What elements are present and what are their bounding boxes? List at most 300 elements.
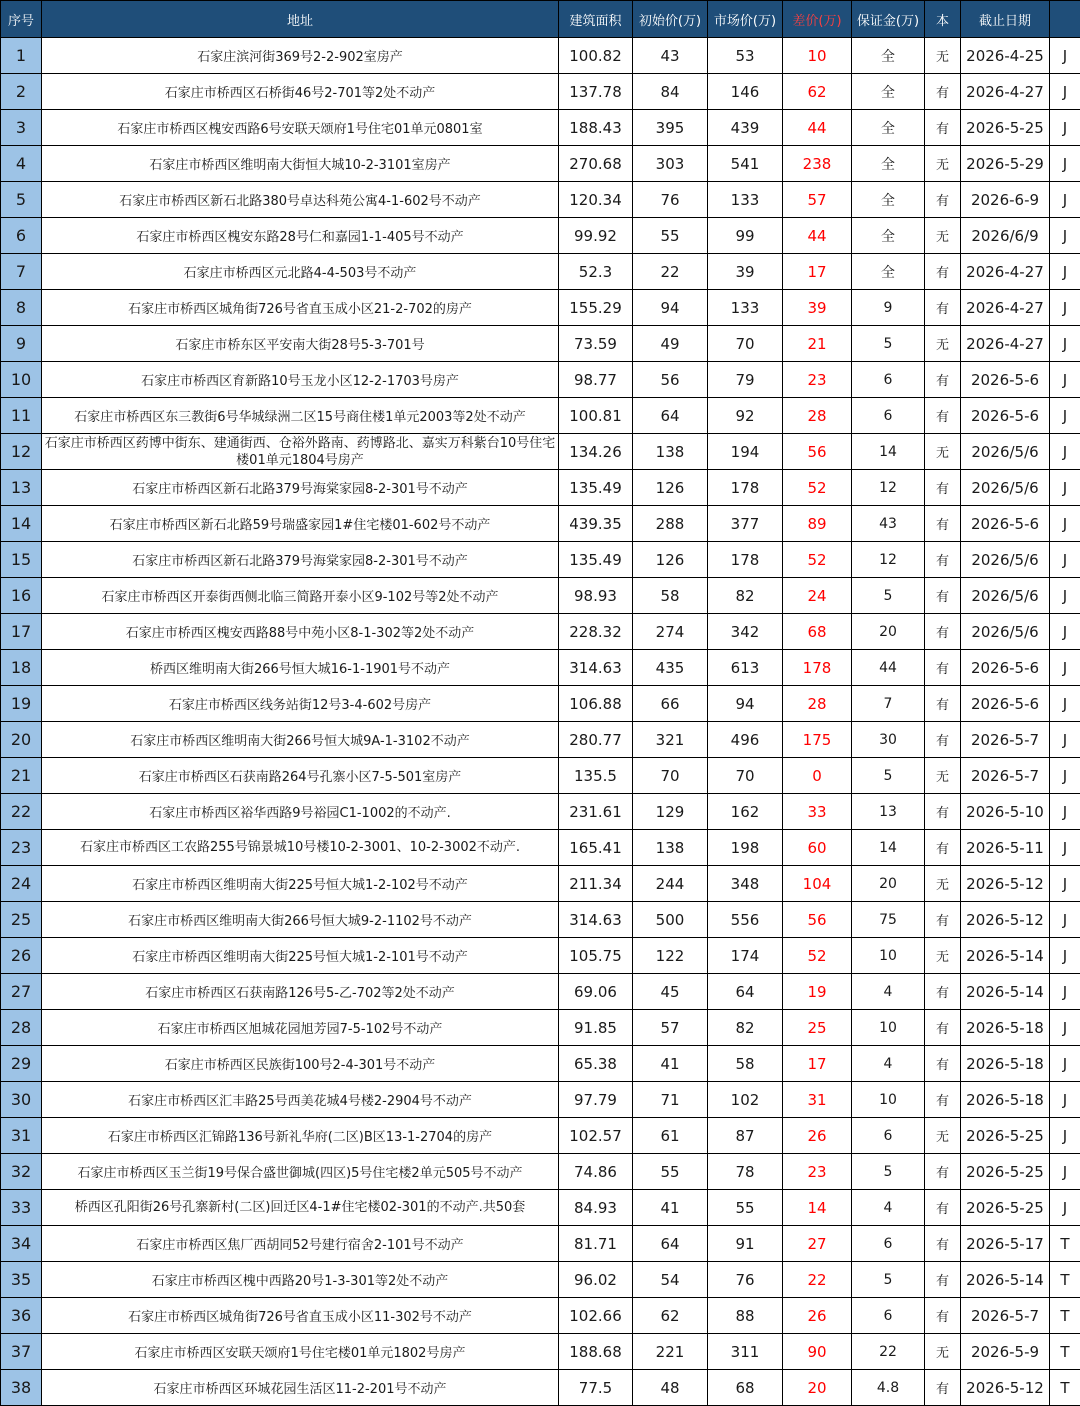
- cell-deadline[interactable]: 2026-5-14: [961, 974, 1050, 1010]
- cell-tail[interactable]: J: [1050, 326, 1080, 362]
- cell-address[interactable]: 石家庄市桥西区新石北路379号海棠家园8-2-301号不动产: [42, 542, 559, 578]
- cell-start-price[interactable]: 41: [633, 1190, 708, 1226]
- cell-address[interactable]: 石家庄市桥西区新石北路379号海棠家园8-2-301号不动产: [42, 470, 559, 506]
- cell-address[interactable]: 石家庄市桥西区槐中西路20号1-3-301等2处不动产: [42, 1262, 559, 1298]
- cell-own[interactable]: 有: [925, 578, 961, 614]
- cell-start-price[interactable]: 66: [633, 686, 708, 722]
- cell-index[interactable]: 20: [1, 722, 42, 758]
- cell-diff[interactable]: 175: [783, 722, 852, 758]
- cell-area[interactable]: 135.49: [559, 470, 633, 506]
- cell-deadline[interactable]: 2026/5/6: [961, 470, 1050, 506]
- cell-deadline[interactable]: 2026-4-27: [961, 254, 1050, 290]
- cell-own[interactable]: 有: [925, 74, 961, 110]
- cell-own[interactable]: 有: [925, 290, 961, 326]
- cell-area[interactable]: 77.5: [559, 1370, 633, 1406]
- cell-deadline[interactable]: 2026/5/6: [961, 578, 1050, 614]
- cell-deposit[interactable]: 9: [852, 290, 925, 326]
- cell-own[interactable]: 有: [925, 650, 961, 686]
- cell-market-price[interactable]: 198: [708, 830, 783, 866]
- cell-diff[interactable]: 178: [783, 650, 852, 686]
- cell-area[interactable]: 137.78: [559, 74, 633, 110]
- cell-start-price[interactable]: 321: [633, 722, 708, 758]
- cell-address[interactable]: 石家庄市桥西区汇锦路136号新礼华府(二区)B区13-1-2704的房产: [42, 1118, 559, 1154]
- cell-deposit[interactable]: 12: [852, 470, 925, 506]
- cell-deposit[interactable]: 5: [852, 1154, 925, 1190]
- cell-diff[interactable]: 104: [783, 866, 852, 902]
- cell-market-price[interactable]: 342: [708, 614, 783, 650]
- header-index[interactable]: 序号: [1, 1, 42, 38]
- cell-deposit[interactable]: 14: [852, 434, 925, 470]
- cell-tail[interactable]: J: [1050, 614, 1080, 650]
- cell-area[interactable]: 100.81: [559, 398, 633, 434]
- cell-index[interactable]: 19: [1, 686, 42, 722]
- cell-index[interactable]: 10: [1, 362, 42, 398]
- cell-own[interactable]: 无: [925, 866, 961, 902]
- header-area[interactable]: 建筑面积: [559, 1, 633, 38]
- cell-diff[interactable]: 89: [783, 506, 852, 542]
- cell-diff[interactable]: 90: [783, 1334, 852, 1370]
- cell-start-price[interactable]: 48: [633, 1370, 708, 1406]
- cell-area[interactable]: 188.68: [559, 1334, 633, 1370]
- cell-diff[interactable]: 17: [783, 254, 852, 290]
- cell-index[interactable]: 12: [1, 434, 42, 470]
- cell-area[interactable]: 314.63: [559, 650, 633, 686]
- cell-market-price[interactable]: 92: [708, 398, 783, 434]
- cell-market-price[interactable]: 541: [708, 146, 783, 182]
- cell-deadline[interactable]: 2026-5-18: [961, 1046, 1050, 1082]
- cell-tail[interactable]: J: [1050, 1082, 1080, 1118]
- cell-address[interactable]: 石家庄市桥西区石获南路264号孔寨小区7-5-501室房产: [42, 758, 559, 794]
- cell-area[interactable]: 100.82: [559, 38, 633, 74]
- cell-market-price[interactable]: 39: [708, 254, 783, 290]
- cell-own[interactable]: 有: [925, 1154, 961, 1190]
- cell-own[interactable]: 有: [925, 686, 961, 722]
- cell-address[interactable]: 石家庄市桥西区元北路4-4-503号不动产: [42, 254, 559, 290]
- cell-start-price[interactable]: 49: [633, 326, 708, 362]
- cell-diff[interactable]: 52: [783, 542, 852, 578]
- cell-diff[interactable]: 24: [783, 578, 852, 614]
- cell-address[interactable]: 石家庄市桥西区石桥街46号2-701等2处不动产: [42, 74, 559, 110]
- cell-deadline[interactable]: 2026-5-11: [961, 830, 1050, 866]
- cell-own[interactable]: 有: [925, 1190, 961, 1226]
- cell-area[interactable]: 81.71: [559, 1226, 633, 1262]
- cell-deadline[interactable]: 2026-4-27: [961, 74, 1050, 110]
- cell-address[interactable]: 石家庄市桥西区槐安东路28号仁和嘉园1-1-405号不动产: [42, 218, 559, 254]
- cell-diff[interactable]: 68: [783, 614, 852, 650]
- cell-deposit[interactable]: 44: [852, 650, 925, 686]
- cell-own[interactable]: 无: [925, 434, 961, 470]
- cell-tail[interactable]: J: [1050, 290, 1080, 326]
- cell-start-price[interactable]: 274: [633, 614, 708, 650]
- cell-tail[interactable]: J: [1050, 758, 1080, 794]
- cell-tail[interactable]: J: [1050, 218, 1080, 254]
- cell-start-price[interactable]: 45: [633, 974, 708, 1010]
- cell-address[interactable]: 石家庄市桥西区东三教街6号华城绿洲二区15号商住楼1单元2003等2处不动产: [42, 398, 559, 434]
- cell-market-price[interactable]: 82: [708, 578, 783, 614]
- cell-area[interactable]: 97.79: [559, 1082, 633, 1118]
- cell-market-price[interactable]: 311: [708, 1334, 783, 1370]
- cell-deposit[interactable]: 12: [852, 542, 925, 578]
- cell-deposit[interactable]: 20: [852, 614, 925, 650]
- cell-start-price[interactable]: 395: [633, 110, 708, 146]
- cell-area[interactable]: 270.68: [559, 146, 633, 182]
- cell-tail[interactable]: J: [1050, 866, 1080, 902]
- cell-market-price[interactable]: 70: [708, 758, 783, 794]
- cell-start-price[interactable]: 55: [633, 218, 708, 254]
- cell-deposit[interactable]: 6: [852, 362, 925, 398]
- cell-start-price[interactable]: 64: [633, 1226, 708, 1262]
- cell-deposit[interactable]: 6: [852, 1118, 925, 1154]
- cell-start-price[interactable]: 22: [633, 254, 708, 290]
- cell-start-price[interactable]: 54: [633, 1262, 708, 1298]
- cell-deadline[interactable]: 2026/5/6: [961, 542, 1050, 578]
- cell-deposit[interactable]: 全: [852, 38, 925, 74]
- cell-area[interactable]: 105.75: [559, 938, 633, 974]
- cell-tail[interactable]: J: [1050, 686, 1080, 722]
- cell-tail[interactable]: J: [1050, 470, 1080, 506]
- cell-start-price[interactable]: 94: [633, 290, 708, 326]
- cell-address[interactable]: 石家庄市桥西区新石北路59号瑞盛家园1#住宅楼01-602号不动产: [42, 506, 559, 542]
- cell-own[interactable]: 无: [925, 1118, 961, 1154]
- cell-own[interactable]: 有: [925, 182, 961, 218]
- cell-index[interactable]: 7: [1, 254, 42, 290]
- cell-area[interactable]: 74.86: [559, 1154, 633, 1190]
- cell-own[interactable]: 有: [925, 1370, 961, 1406]
- cell-own[interactable]: 无: [925, 218, 961, 254]
- cell-market-price[interactable]: 174: [708, 938, 783, 974]
- cell-start-price[interactable]: 500: [633, 902, 708, 938]
- cell-deposit[interactable]: 43: [852, 506, 925, 542]
- cell-market-price[interactable]: 91: [708, 1226, 783, 1262]
- cell-deadline[interactable]: 2026-5-25: [961, 1154, 1050, 1190]
- cell-own[interactable]: 有: [925, 1082, 961, 1118]
- cell-index[interactable]: 28: [1, 1010, 42, 1046]
- cell-index[interactable]: 18: [1, 650, 42, 686]
- cell-area[interactable]: 106.88: [559, 686, 633, 722]
- cell-area[interactable]: 165.41: [559, 830, 633, 866]
- cell-index[interactable]: 21: [1, 758, 42, 794]
- cell-market-price[interactable]: 70: [708, 326, 783, 362]
- cell-market-price[interactable]: 178: [708, 470, 783, 506]
- cell-index[interactable]: 9: [1, 326, 42, 362]
- cell-start-price[interactable]: 55: [633, 1154, 708, 1190]
- cell-diff[interactable]: 60: [783, 830, 852, 866]
- cell-deposit[interactable]: 14: [852, 830, 925, 866]
- cell-deposit[interactable]: 4.8: [852, 1370, 925, 1406]
- cell-area[interactable]: 52.3: [559, 254, 633, 290]
- cell-start-price[interactable]: 138: [633, 434, 708, 470]
- cell-market-price[interactable]: 613: [708, 650, 783, 686]
- cell-index[interactable]: 1: [1, 38, 42, 74]
- cell-diff[interactable]: 28: [783, 686, 852, 722]
- cell-market-price[interactable]: 496: [708, 722, 783, 758]
- cell-index[interactable]: 17: [1, 614, 42, 650]
- cell-market-price[interactable]: 55: [708, 1190, 783, 1226]
- cell-deposit[interactable]: 4: [852, 1190, 925, 1226]
- cell-diff[interactable]: 21: [783, 326, 852, 362]
- cell-index[interactable]: 36: [1, 1298, 42, 1334]
- cell-deadline[interactable]: 2026-5-6: [961, 398, 1050, 434]
- cell-deadline[interactable]: 2026/5/6: [961, 614, 1050, 650]
- cell-own[interactable]: 有: [925, 1226, 961, 1262]
- cell-tail[interactable]: J: [1050, 722, 1080, 758]
- cell-index[interactable]: 2: [1, 74, 42, 110]
- cell-diff[interactable]: 20: [783, 1370, 852, 1406]
- cell-diff[interactable]: 0: [783, 758, 852, 794]
- cell-tail[interactable]: J: [1050, 1046, 1080, 1082]
- cell-tail[interactable]: T: [1050, 1298, 1080, 1334]
- cell-address[interactable]: 桥西区维明南大街266号恒大城16-1-1901号不动产: [42, 650, 559, 686]
- cell-deadline[interactable]: 2026-5-12: [961, 902, 1050, 938]
- cell-market-price[interactable]: 88: [708, 1298, 783, 1334]
- cell-own[interactable]: 有: [925, 1262, 961, 1298]
- cell-address[interactable]: 石家庄市桥西区工农路255号锦景城10号楼10-2-3001、10-2-3002不动产.: [42, 830, 559, 866]
- cell-index[interactable]: 38: [1, 1370, 42, 1406]
- cell-deadline[interactable]: 2026-5-12: [961, 866, 1050, 902]
- cell-deposit[interactable]: 6: [852, 1226, 925, 1262]
- cell-deposit[interactable]: 30: [852, 722, 925, 758]
- cell-index[interactable]: 29: [1, 1046, 42, 1082]
- cell-deadline[interactable]: 2026-5-6: [961, 362, 1050, 398]
- cell-index[interactable]: 24: [1, 866, 42, 902]
- cell-area[interactable]: 120.34: [559, 182, 633, 218]
- cell-deadline[interactable]: 2026-4-25: [961, 38, 1050, 74]
- cell-tail[interactable]: J: [1050, 1118, 1080, 1154]
- cell-own[interactable]: 有: [925, 722, 961, 758]
- cell-diff[interactable]: 14: [783, 1190, 852, 1226]
- cell-address[interactable]: 石家庄市桥西区槐安西路6号安联天颂府1号住宅01单元0801室: [42, 110, 559, 146]
- cell-own[interactable]: 无: [925, 938, 961, 974]
- cell-address[interactable]: 石家庄市桥西区药博中街东、建通街西、仓裕外路南、药博路北、嘉实万科紫台10号住宅楼01单元1804号房产: [42, 434, 559, 470]
- cell-deposit[interactable]: 全: [852, 254, 925, 290]
- cell-area[interactable]: 98.77: [559, 362, 633, 398]
- cell-own[interactable]: 无: [925, 1334, 961, 1370]
- cell-diff[interactable]: 10: [783, 38, 852, 74]
- cell-index[interactable]: 11: [1, 398, 42, 434]
- cell-own[interactable]: 无: [925, 38, 961, 74]
- cell-address[interactable]: 石家庄市桥东区平安南大街28号5-3-701号: [42, 326, 559, 362]
- cell-start-price[interactable]: 41: [633, 1046, 708, 1082]
- cell-index[interactable]: 35: [1, 1262, 42, 1298]
- cell-deposit[interactable]: 10: [852, 1010, 925, 1046]
- cell-index[interactable]: 31: [1, 1118, 42, 1154]
- cell-own[interactable]: 有: [925, 506, 961, 542]
- cell-deadline[interactable]: 2026/6/9: [961, 218, 1050, 254]
- cell-area[interactable]: 84.93: [559, 1190, 633, 1226]
- cell-address[interactable]: 石家庄市桥西区裕华西路9号裕园C1-1002的不动产.: [42, 794, 559, 830]
- cell-deposit[interactable]: 全: [852, 182, 925, 218]
- cell-deadline[interactable]: 2026-5-7: [961, 1298, 1050, 1334]
- cell-deposit[interactable]: 22: [852, 1334, 925, 1370]
- cell-address[interactable]: 石家庄市桥西区民族街100号2-4-301号不动产: [42, 1046, 559, 1082]
- cell-own[interactable]: 有: [925, 1298, 961, 1334]
- cell-market-price[interactable]: 377: [708, 506, 783, 542]
- cell-deadline[interactable]: 2026-5-25: [961, 1190, 1050, 1226]
- cell-start-price[interactable]: 126: [633, 470, 708, 506]
- cell-deadline[interactable]: 2026-4-27: [961, 290, 1050, 326]
- cell-area[interactable]: 314.63: [559, 902, 633, 938]
- cell-deposit[interactable]: 6: [852, 1298, 925, 1334]
- cell-start-price[interactable]: 70: [633, 758, 708, 794]
- cell-tail[interactable]: J: [1050, 506, 1080, 542]
- cell-index[interactable]: 6: [1, 218, 42, 254]
- cell-index[interactable]: 37: [1, 1334, 42, 1370]
- cell-start-price[interactable]: 129: [633, 794, 708, 830]
- cell-tail[interactable]: J: [1050, 830, 1080, 866]
- cell-index[interactable]: 33: [1, 1190, 42, 1226]
- cell-index[interactable]: 22: [1, 794, 42, 830]
- cell-tail[interactable]: J: [1050, 146, 1080, 182]
- cell-area[interactable]: 135.49: [559, 542, 633, 578]
- cell-address[interactable]: 石家庄市桥西区石获南路126号5-乙-702等2处不动产: [42, 974, 559, 1010]
- cell-tail[interactable]: J: [1050, 38, 1080, 74]
- header-own[interactable]: 本: [925, 1, 961, 38]
- cell-area[interactable]: 228.32: [559, 614, 633, 650]
- cell-tail[interactable]: J: [1050, 1190, 1080, 1226]
- cell-address[interactable]: 石家庄市桥西区开泰街西侧北临三简路开泰小区9-102号等2处不动产: [42, 578, 559, 614]
- cell-deadline[interactable]: 2026-5-6: [961, 506, 1050, 542]
- cell-start-price[interactable]: 56: [633, 362, 708, 398]
- cell-index[interactable]: 34: [1, 1226, 42, 1262]
- cell-tail[interactable]: J: [1050, 110, 1080, 146]
- cell-index[interactable]: 25: [1, 902, 42, 938]
- cell-tail[interactable]: J: [1050, 902, 1080, 938]
- cell-tail[interactable]: J: [1050, 938, 1080, 974]
- cell-tail[interactable]: J: [1050, 794, 1080, 830]
- cell-deposit[interactable]: 75: [852, 902, 925, 938]
- cell-market-price[interactable]: 133: [708, 182, 783, 218]
- header-address[interactable]: 地址: [42, 1, 559, 38]
- cell-deadline[interactable]: 2026-5-10: [961, 794, 1050, 830]
- cell-address[interactable]: 石家庄市桥西区维明南大街恒大城10-2-3101室房产: [42, 146, 559, 182]
- cell-index[interactable]: 13: [1, 470, 42, 506]
- cell-diff[interactable]: 52: [783, 470, 852, 506]
- cell-index[interactable]: 27: [1, 974, 42, 1010]
- cell-market-price[interactable]: 194: [708, 434, 783, 470]
- cell-own[interactable]: 有: [925, 794, 961, 830]
- cell-start-price[interactable]: 84: [633, 74, 708, 110]
- cell-market-price[interactable]: 162: [708, 794, 783, 830]
- cell-address[interactable]: 石家庄市桥西区槐安西路88号中苑小区8-1-302等2处不动产: [42, 614, 559, 650]
- cell-index[interactable]: 8: [1, 290, 42, 326]
- cell-start-price[interactable]: 71: [633, 1082, 708, 1118]
- cell-start-price[interactable]: 288: [633, 506, 708, 542]
- cell-diff[interactable]: 52: [783, 938, 852, 974]
- cell-area[interactable]: 65.38: [559, 1046, 633, 1082]
- cell-start-price[interactable]: 138: [633, 830, 708, 866]
- cell-start-price[interactable]: 64: [633, 398, 708, 434]
- cell-address[interactable]: 石家庄市桥西区环城花园生活区11-2-201号不动产: [42, 1370, 559, 1406]
- cell-deadline[interactable]: 2026-5-17: [961, 1226, 1050, 1262]
- cell-own[interactable]: 有: [925, 614, 961, 650]
- cell-market-price[interactable]: 146: [708, 74, 783, 110]
- cell-market-price[interactable]: 439: [708, 110, 783, 146]
- cell-tail[interactable]: J: [1050, 182, 1080, 218]
- cell-tail[interactable]: J: [1050, 542, 1080, 578]
- cell-start-price[interactable]: 435: [633, 650, 708, 686]
- cell-tail[interactable]: T: [1050, 1262, 1080, 1298]
- cell-deadline[interactable]: 2026-5-6: [961, 686, 1050, 722]
- cell-tail[interactable]: J: [1050, 434, 1080, 470]
- cell-area[interactable]: 102.66: [559, 1298, 633, 1334]
- cell-address[interactable]: 石家庄市桥西区汇丰路25号西美花城4号楼2-2904号不动产: [42, 1082, 559, 1118]
- cell-start-price[interactable]: 76: [633, 182, 708, 218]
- cell-deadline[interactable]: 2026-5-14: [961, 938, 1050, 974]
- cell-own[interactable]: 无: [925, 146, 961, 182]
- cell-tail[interactable]: J: [1050, 1010, 1080, 1046]
- header-deadline[interactable]: 截止日期: [961, 1, 1050, 38]
- cell-market-price[interactable]: 76: [708, 1262, 783, 1298]
- cell-start-price[interactable]: 221: [633, 1334, 708, 1370]
- cell-tail[interactable]: J: [1050, 362, 1080, 398]
- cell-deposit[interactable]: 20: [852, 866, 925, 902]
- cell-deposit[interactable]: 5: [852, 1262, 925, 1298]
- cell-own[interactable]: 有: [925, 902, 961, 938]
- cell-index[interactable]: 5: [1, 182, 42, 218]
- cell-deposit[interactable]: 4: [852, 974, 925, 1010]
- cell-deposit[interactable]: 5: [852, 578, 925, 614]
- cell-market-price[interactable]: 58: [708, 1046, 783, 1082]
- cell-deposit[interactable]: 全: [852, 110, 925, 146]
- cell-deadline[interactable]: 2026-5-25: [961, 110, 1050, 146]
- cell-market-price[interactable]: 64: [708, 974, 783, 1010]
- header-diff[interactable]: 差价(万): [783, 1, 852, 38]
- cell-deadline[interactable]: 2026-5-18: [961, 1010, 1050, 1046]
- cell-start-price[interactable]: 303: [633, 146, 708, 182]
- cell-diff[interactable]: 44: [783, 110, 852, 146]
- cell-own[interactable]: 有: [925, 542, 961, 578]
- cell-area[interactable]: 439.35: [559, 506, 633, 542]
- cell-index[interactable]: 16: [1, 578, 42, 614]
- cell-address[interactable]: 石家庄市桥西区维明南大街225号恒大城1-2-102号不动产: [42, 866, 559, 902]
- cell-deadline[interactable]: 2026-5-7: [961, 722, 1050, 758]
- cell-deposit[interactable]: 全: [852, 74, 925, 110]
- cell-address[interactable]: 石家庄市桥西区旭城花园旭芳园7-5-102号不动产: [42, 1010, 559, 1046]
- cell-area[interactable]: 135.5: [559, 758, 633, 794]
- cell-diff[interactable]: 31: [783, 1082, 852, 1118]
- cell-diff[interactable]: 26: [783, 1118, 852, 1154]
- cell-address[interactable]: 石家庄市桥西区维明南大街266号恒大城9A-1-3102不动产: [42, 722, 559, 758]
- cell-start-price[interactable]: 61: [633, 1118, 708, 1154]
- cell-area[interactable]: 99.92: [559, 218, 633, 254]
- cell-deposit[interactable]: 10: [852, 1082, 925, 1118]
- cell-diff[interactable]: 23: [783, 1154, 852, 1190]
- cell-deposit[interactable]: 全: [852, 218, 925, 254]
- cell-deposit[interactable]: 10: [852, 938, 925, 974]
- cell-deadline[interactable]: 2026-5-12: [961, 1370, 1050, 1406]
- cell-index[interactable]: 23: [1, 830, 42, 866]
- cell-own[interactable]: 有: [925, 398, 961, 434]
- cell-index[interactable]: 3: [1, 110, 42, 146]
- cell-tail[interactable]: T: [1050, 1226, 1080, 1262]
- cell-diff[interactable]: 26: [783, 1298, 852, 1334]
- cell-own[interactable]: 无: [925, 326, 961, 362]
- cell-deadline[interactable]: 2026-5-9: [961, 1334, 1050, 1370]
- cell-own[interactable]: 有: [925, 110, 961, 146]
- cell-deadline[interactable]: 2026-5-18: [961, 1082, 1050, 1118]
- cell-deadline[interactable]: 2026-6-9: [961, 182, 1050, 218]
- cell-index[interactable]: 15: [1, 542, 42, 578]
- cell-start-price[interactable]: 122: [633, 938, 708, 974]
- cell-area[interactable]: 98.93: [559, 578, 633, 614]
- cell-start-price[interactable]: 58: [633, 578, 708, 614]
- cell-market-price[interactable]: 99: [708, 218, 783, 254]
- cell-diff[interactable]: 27: [783, 1226, 852, 1262]
- cell-area[interactable]: 211.34: [559, 866, 633, 902]
- cell-tail[interactable]: J: [1050, 650, 1080, 686]
- header-market-price[interactable]: 市场价(万): [708, 1, 783, 38]
- cell-diff[interactable]: 19: [783, 974, 852, 1010]
